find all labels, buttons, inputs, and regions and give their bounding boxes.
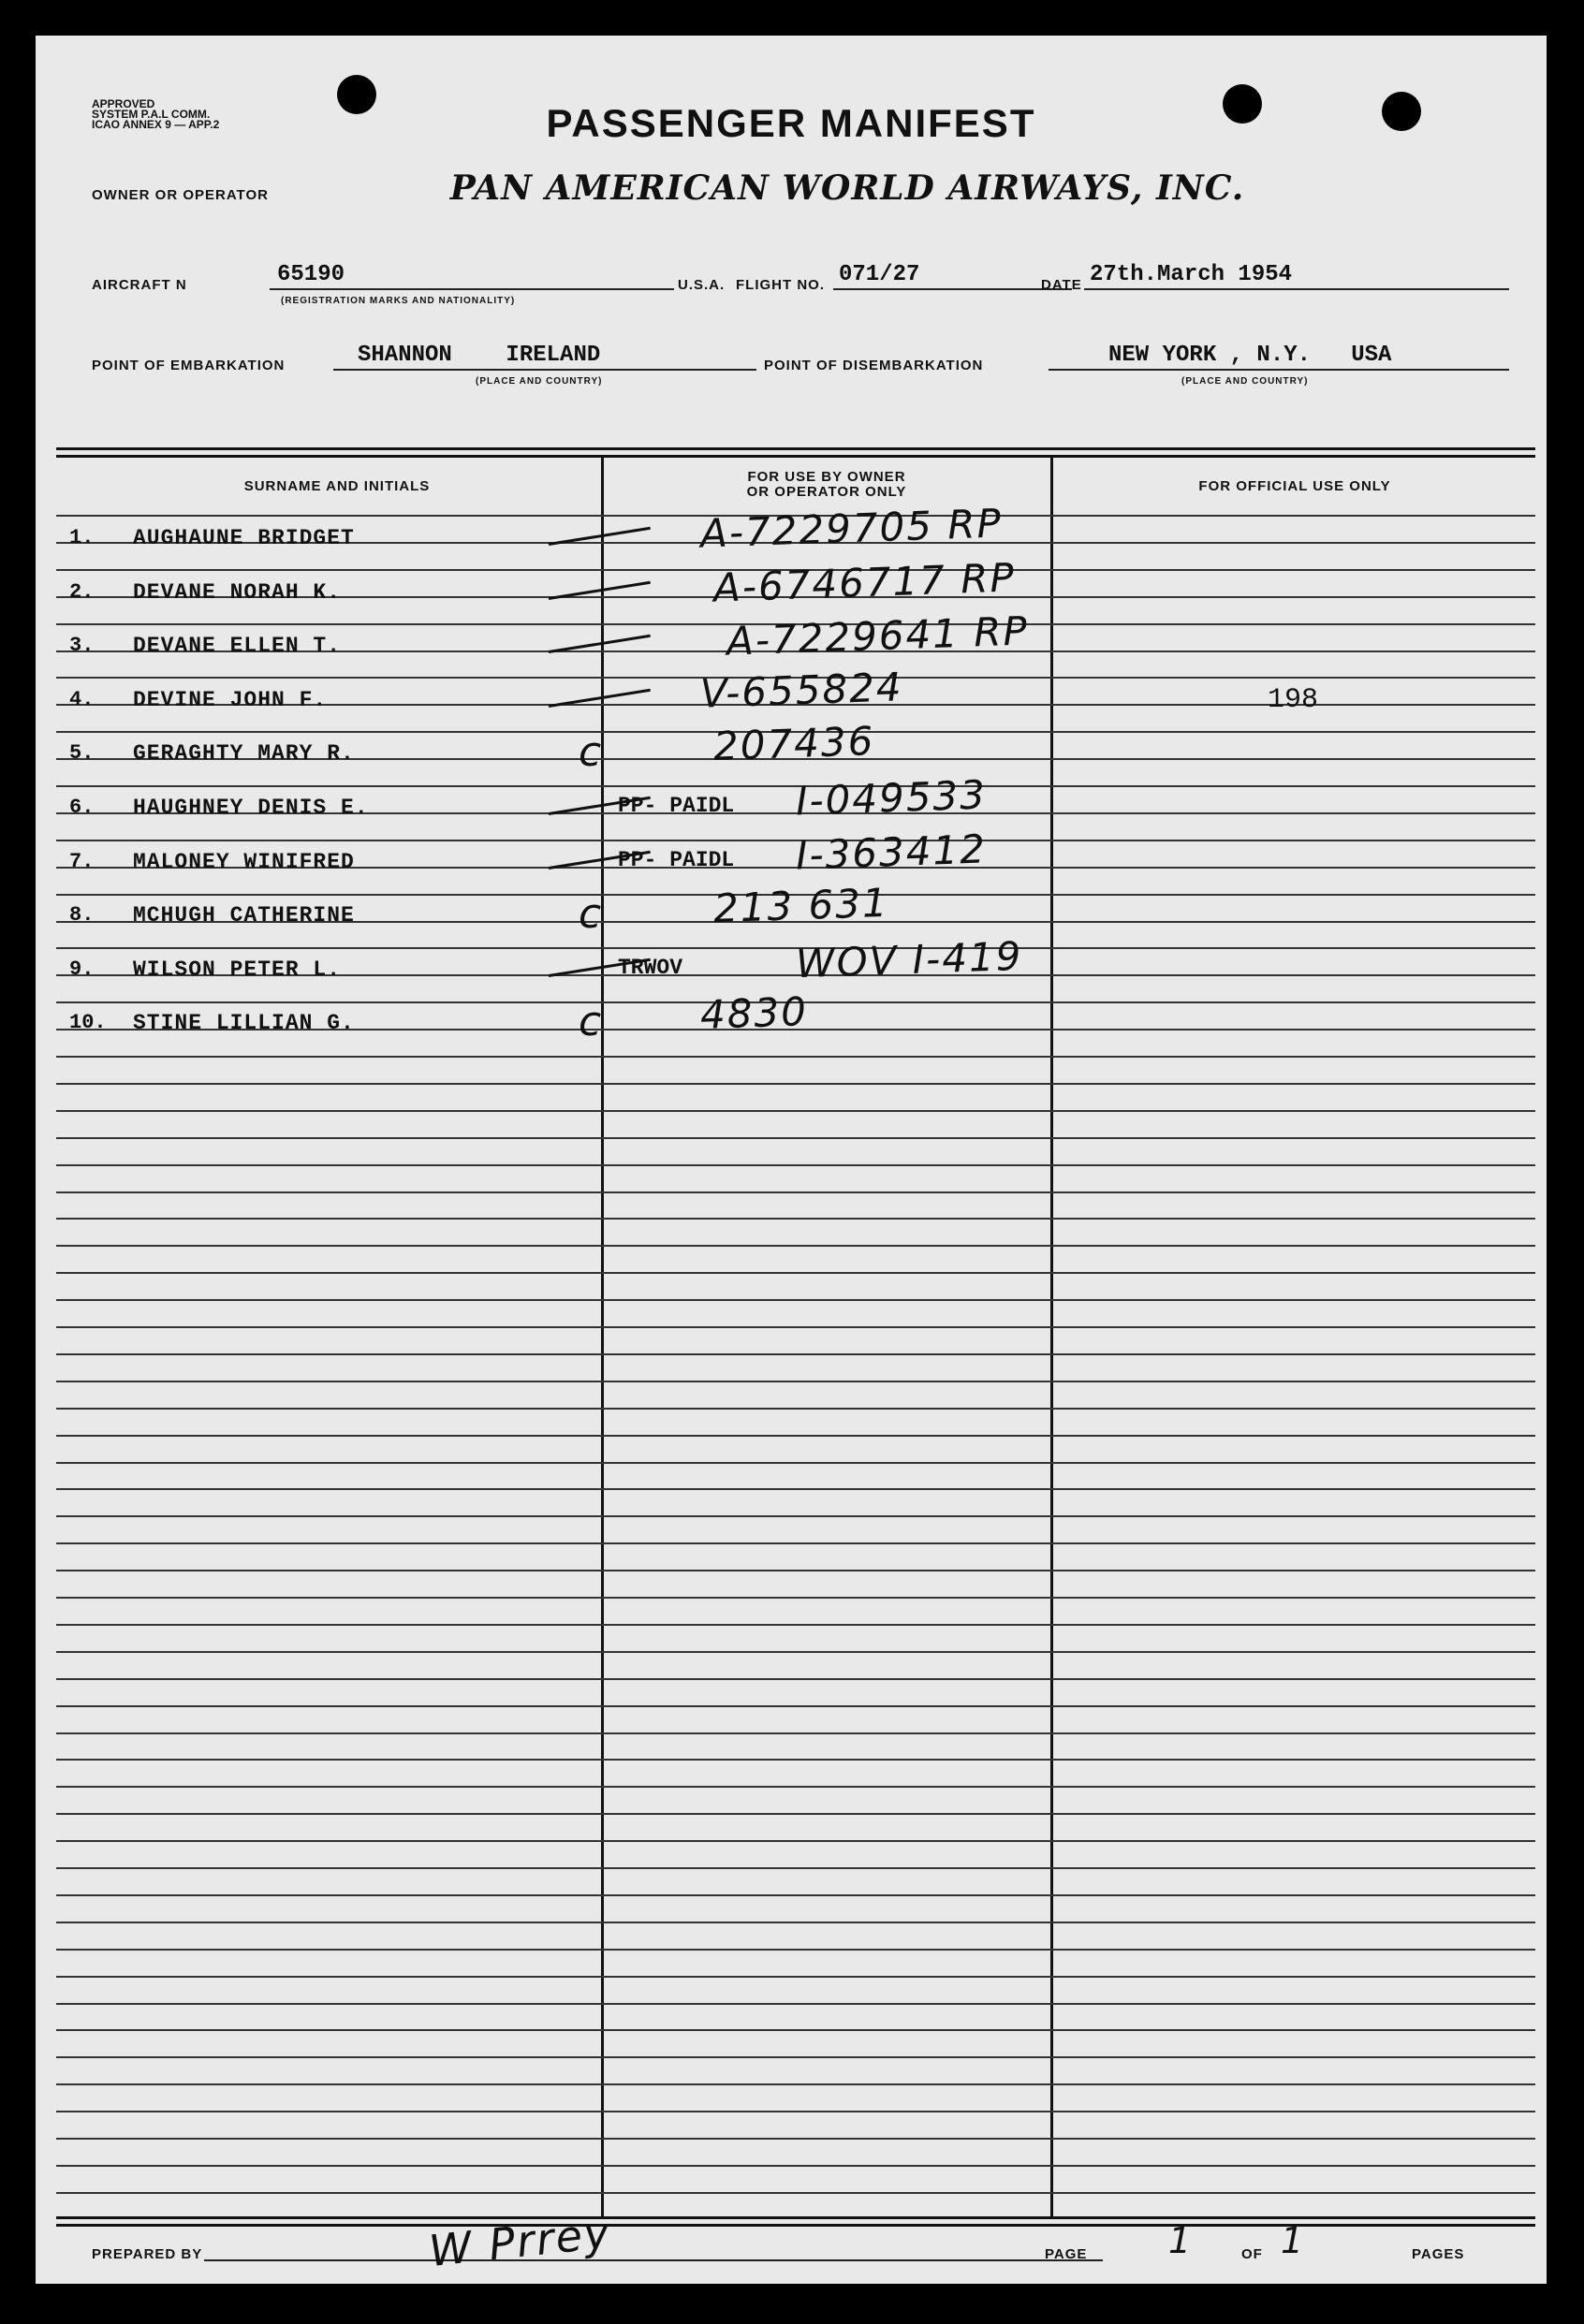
- date-line: [1084, 288, 1509, 290]
- ruled-line: [56, 2138, 1535, 2140]
- ruled-line: [56, 1299, 1535, 1301]
- document-number: A-7229705 RP: [699, 500, 1004, 557]
- ruled-line: [56, 1137, 1535, 1139]
- approval-note: APPROVED SYSTEM P.A.L COMM. ICAO ANNEX 9 — APP.2: [92, 97, 220, 131]
- ruled-line: [56, 1381, 1535, 1382]
- ruled-line: [56, 1759, 1535, 1761]
- ruled-line: [56, 1083, 1535, 1085]
- embark-line: [333, 369, 756, 371]
- ruled-line: [56, 2165, 1535, 2167]
- passenger-name: WILSON PETER L.: [133, 957, 342, 982]
- document-number: WOV I-419: [795, 932, 1024, 987]
- column-divider: [601, 457, 604, 2216]
- ruled-line: [56, 1840, 1535, 1842]
- document-number: 4830: [699, 988, 809, 1038]
- aircraft-caption: (REGISTRATION MARKS AND NATIONALITY): [281, 296, 516, 306]
- document-number: A-6746717 RP: [712, 554, 1017, 611]
- ruled-line: [56, 1894, 1535, 1896]
- check-mark: c: [579, 728, 602, 776]
- flight-line: [833, 288, 1072, 290]
- passenger-name: DEVANE NORAH K.: [133, 580, 342, 605]
- ruled-line: [56, 1867, 1535, 1869]
- row-number: 4.: [69, 688, 95, 711]
- disembark-label: POINT OF DISEMBARKATION: [764, 358, 984, 373]
- ruled-line: [56, 1813, 1535, 1815]
- document-number: 207436: [712, 718, 876, 769]
- ruled-line: [56, 1624, 1535, 1626]
- aircraft-line: [270, 288, 674, 290]
- column-header-operator: FOR USE BY OWNER OR OPERATOR ONLY: [746, 469, 907, 500]
- check-mark: c: [579, 998, 602, 1045]
- ruled-line: [56, 1597, 1535, 1599]
- ruled-line: [56, 1949, 1535, 1951]
- page-title: PASSENGER MANIFEST: [546, 101, 1036, 145]
- operator-note: TRWOV: [618, 956, 683, 980]
- date-label: DATE: [1041, 277, 1082, 293]
- check-mark: c: [579, 890, 602, 938]
- ruled-line: [56, 1353, 1535, 1355]
- ruled-line: [56, 2192, 1535, 2194]
- ruled-line: [56, 1110, 1535, 1112]
- page-value: 1: [1168, 2220, 1194, 2261]
- passenger-name: GERAGHTY MARY R.: [133, 741, 355, 766]
- of-value: 1: [1281, 2220, 1306, 2261]
- row-number: 2.: [69, 580, 95, 604]
- passenger-name: AUGHAUNE BRIDGET: [133, 526, 355, 550]
- prepared-line: [204, 2259, 1103, 2261]
- aircraft-value: 65190: [277, 262, 345, 287]
- official-entry: 198: [1268, 684, 1319, 716]
- of-label: OF: [1241, 2246, 1263, 2262]
- operator-name: PAN AMERICAN WORLD AIRWAYS, INC.: [449, 168, 1245, 208]
- embark-label: POINT OF EMBARKATION: [92, 358, 286, 373]
- ruled-line: [56, 2056, 1535, 2058]
- row-number: 10.: [69, 1011, 107, 1034]
- document-number: I-363412: [795, 826, 988, 879]
- ruled-line: [56, 1462, 1535, 1464]
- ruled-line: [56, 1786, 1535, 1788]
- ruled-line: [56, 1245, 1535, 1247]
- passenger-name: HAUGHNEY DENIS E.: [133, 796, 369, 820]
- ruled-line: [56, 2111, 1535, 2112]
- ruled-line: [56, 1488, 1535, 1490]
- passenger-name: STINE LILLIAN G.: [133, 1011, 355, 1035]
- row-number: 6.: [69, 796, 95, 819]
- passenger-name: DEVANE ELLEN T.: [133, 634, 342, 658]
- ruled-line: [56, 1056, 1535, 1058]
- nationality: U.S.A.: [678, 277, 726, 293]
- owner-label: OWNER OR OPERATOR: [92, 187, 269, 203]
- table-bottom-rule: [56, 2224, 1535, 2227]
- pages-label: PAGES: [1412, 2246, 1465, 2262]
- flight-label: FLIGHT NO.: [736, 277, 825, 293]
- table-bottom-rule: [56, 2216, 1535, 2219]
- ruled-line: [56, 1922, 1535, 1923]
- table-top-rule: [56, 455, 1535, 458]
- operator-note: PP- PAIDL: [618, 794, 735, 818]
- row-number: 7.: [69, 850, 95, 873]
- ruled-line: [56, 1191, 1535, 1193]
- disembark-value: NEW YORK , N.Y. USA: [1108, 343, 1392, 368]
- ruled-line: [56, 1515, 1535, 1517]
- ruled-line: [56, 1435, 1535, 1437]
- embark-caption: (PLACE AND COUNTRY): [476, 376, 603, 387]
- ruled-line: [56, 1218, 1535, 1220]
- row-number: 3.: [69, 634, 95, 657]
- signature: W Prrey: [426, 2206, 614, 2277]
- page-label: PAGE: [1045, 2246, 1088, 2262]
- row-number: 5.: [69, 741, 95, 765]
- ruled-line: [56, 1976, 1535, 1978]
- ruled-line: [56, 1651, 1535, 1653]
- document-number: A-7229641 RP: [726, 607, 1030, 665]
- ruled-line: [56, 1326, 1535, 1328]
- document-number: I-049533: [795, 771, 988, 825]
- ruled-line: [56, 1570, 1535, 1571]
- disembark-line: [1049, 369, 1509, 371]
- ruled-line: [56, 1408, 1535, 1410]
- ruled-line: [56, 1732, 1535, 1734]
- passenger-name: MALONEY WINIFRED: [133, 850, 355, 874]
- disembark-caption: (PLACE AND COUNTRY): [1181, 376, 1309, 387]
- prepared-label: PREPARED BY: [92, 2246, 203, 2262]
- column-divider: [1050, 457, 1053, 2216]
- column-header-surname: SURNAME AND INITIALS: [243, 478, 431, 494]
- ruled-line: [56, 2029, 1535, 2031]
- ruled-line: [56, 1705, 1535, 1707]
- ruled-line: [56, 2003, 1535, 2005]
- ruled-line: [56, 1272, 1535, 1274]
- ruled-line: [56, 2083, 1535, 2085]
- flight-value: 071/27: [839, 262, 920, 287]
- aircraft-label: AIRCRAFT N: [92, 277, 187, 293]
- ruled-line: [56, 1164, 1535, 1166]
- document-number: 213 631: [712, 879, 890, 932]
- ruled-line: [56, 1542, 1535, 1544]
- manifest-sheet: [36, 36, 1547, 2284]
- document-number: V-655824: [699, 664, 904, 717]
- embark-value: SHANNON IRELAND: [358, 343, 601, 368]
- row-number: 8.: [69, 903, 95, 927]
- column-header-official: FOR OFFICIAL USE ONLY: [1198, 478, 1391, 494]
- passenger-name: MCHUGH CATHERINE: [133, 903, 355, 928]
- passenger-name: DEVINE JOHN F.: [133, 688, 328, 712]
- row-number: 1.: [69, 526, 95, 549]
- row-number: 9.: [69, 957, 95, 981]
- date-value: 27th.March 1954: [1090, 262, 1293, 287]
- operator-note: PP- PAIDL: [618, 848, 735, 872]
- ruled-line: [56, 1678, 1535, 1680]
- table-top-rule: [56, 447, 1535, 450]
